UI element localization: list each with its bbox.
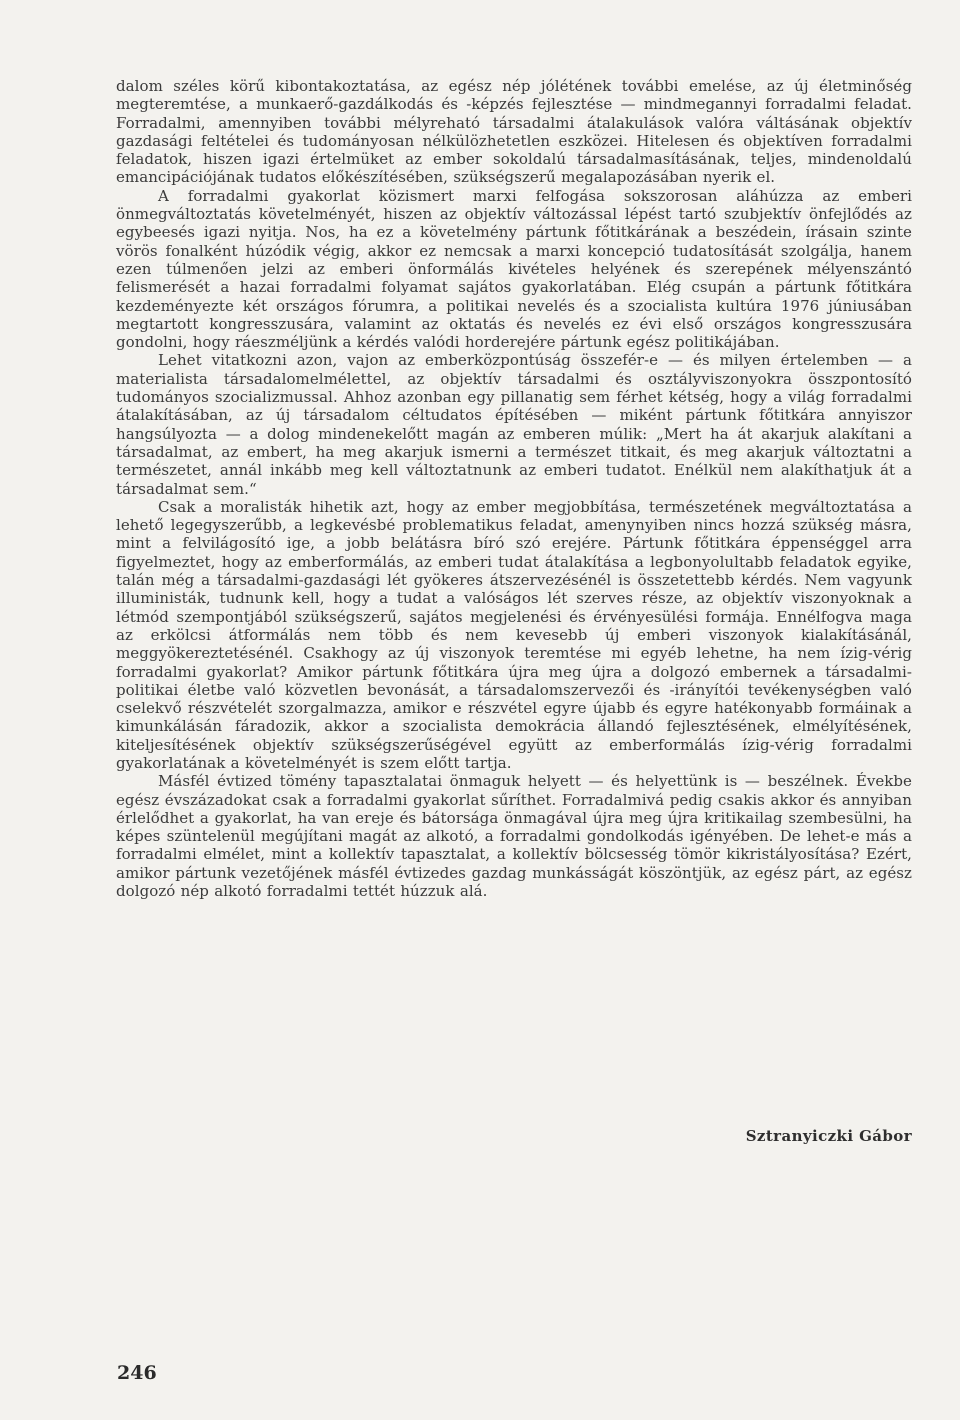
paragraph-2: A forradalmi gyakorlat közismert marxi felfogása sokszorosan aláhúzza az emberi önmegváltoztatás követelményét, hiszen az objektív változással lépést tartó szubjektív önfejlődés az egybeesés igazi nyitja. Nos, ha ez a követelmény pártunk főtitkárának a beszédein, írásain szinte vörös fonalként húzódik végig, akkor ez nemcsak a marxi koncepció tudatosítását szolgálja, hanem ezen túlmenően jelzi az emberi önformálás kivételes helyének és szerepének mélyenszántó felismerését a hazai forradalmi folyamat sajátos gyakorlatában. Elég csupán a pártunk főtitkára kezdeményezte két országos fórumra, a politikai nevelés és a szocialista kultúra 1976 júniusában megtartott kongresszusára, valamint az oktatás és nevelés ez évi első országos kongresszusára gondolni, hogy ráeszméljünk a kérdés valódi horderejére pártunk egész politikájában.: [116, 186, 912, 352]
paragraph-5: Másfél évtized tömény tapasztalatai önmaguk helyett — és helyettünk is — beszélnek. Évekbe egész évszázadokat csak a forradalmi gyakorlat sűríthet. Forradalmivá pedig csakis akkor és annyiban érlelődhet a gyakorlat, ha van ereje és bátorsága önmagával újra meg újra kritikailag szembesülni, ha képes szüntelenül megújítani magát az alkotó, a forradalmi gondolkodás igényében. De lehet-e más a forradalmi elmélet, mint a kollektív tapasztalat, a kollektív bölcsesség tömör kikristályosítása? Ezért, amikor pártunk vezetőjének másfél évtizedes gazdag munkásságát köszöntjük, az egész párt, az egész dolgozó nép alkotó forradalmi tettét húzzuk alá.: [116, 772, 912, 901]
paragraph-1: dalom széles körű kibontakoztatása, az egész nép jólétének további emelése, az új életminőség megteremtése, a munkaerő-gazdálkodás és -képzés fejlesztése — mindmegannyi forradalmi feladat. Forradalmi, amennyiben további mélyreható társadalmi átalakulások valóra váltásának objektív gazdasági feltételei és tudományosan nélkülözhetetlen eszközei. Hitelesen és objektíven forradalmi feladatok, hiszen igazi értelmüket az ember sokoldalú társadalmasításának, teljes, mindenoldalú emancipációjának tudatos előkészítésében, szükségszerű megalapozásában nyerik el.: [116, 77, 912, 187]
paragraph-3: Lehet vitatkozni azon, vajon az emberközpontúság összefér-e — és milyen értelemben — a materialista társadalomelmélettel, az objektív társadalmi és osztályviszonyokra összpontosító tudományos szocializmussal. Ahhoz azonban egy pillanatig sem férhet kétség, hogy a világ forradalmi átalakításában, az új társadalom céltudatos építésében — miként pártunk főtitkára annyiszor hangsúlyozta — a dolog mindenekelőtt magán az emberen múlik: „Mert ha át akarjuk alakítani a társadalmat, az embert, ha meg akarjuk ismerni a természet titkait, és meg akarjuk változtatni a természetet, annál inkább meg kell változtatnunk az emberi tudatot. Enélkül nem alakíthatjuk át a társadalmat sem.“: [116, 351, 912, 498]
article-body: [116, 77, 912, 900]
page-number: 246: [117, 1362, 157, 1384]
paragraph-4: Csak a moralisták hihetik azt, hogy az ember megjobbítása, természetének megváltoztatása a lehető legegyszerűbb, a legkevésbé problematikus feladat, amenynyiben nincs hozzá szükség másra, mint a felvilágosító ige, a jobb belátásra bíró szó erejére. Pártunk főtitkára éppenséggel arra figyelmeztet, hogy az emberformálás, az emberi tudat átalakítása a legbonyolultabb feladatok egyike, talán még a társadalmi-gazdasági lét gyökeres átszervezésénél is összetettebb kérdés. Nem vagyunk illuministák, tudnunk kell, hogy a tudat a valóságos lét szerves része, az objektív viszonyoknak a létmód szempontjából szükségszerű, sajátos megjelenési és érvényesülési formája. Ennélfogva maga az erkölcsi átformálás nem több és nem kevesebb új emberi viszonyok kialakításánál, meggyökereztetésénél. Csakhogy az új viszonyok teremtése mi egyéb lehetne, ha nem ízig-vérig forradalmi gyakorlat? Amikor pártunk főtitkára újra meg újra a dolgozó embernek a társadalmi-politikai életbe való közvetlen bevonását, a társadalomszervezői és -irányítói tevékenységben való cselekvő részvételét szorgalmazza, amikor e részvétel egyre újabb és egyre hatékonyabb formáinak a kimunkálásán fáradozik, akkor a szocialista demokrácia állandó fejlesztésének, elmélyítésének, kiteljesítésének objektív szükségszerűségével együtt az emberformálás ízig-vérig forradalmi gyakorlatának a követelményét is szem előtt tartja.: [116, 497, 912, 772]
author-signature: Sztranyiczki Gábor: [745, 1127, 912, 1145]
